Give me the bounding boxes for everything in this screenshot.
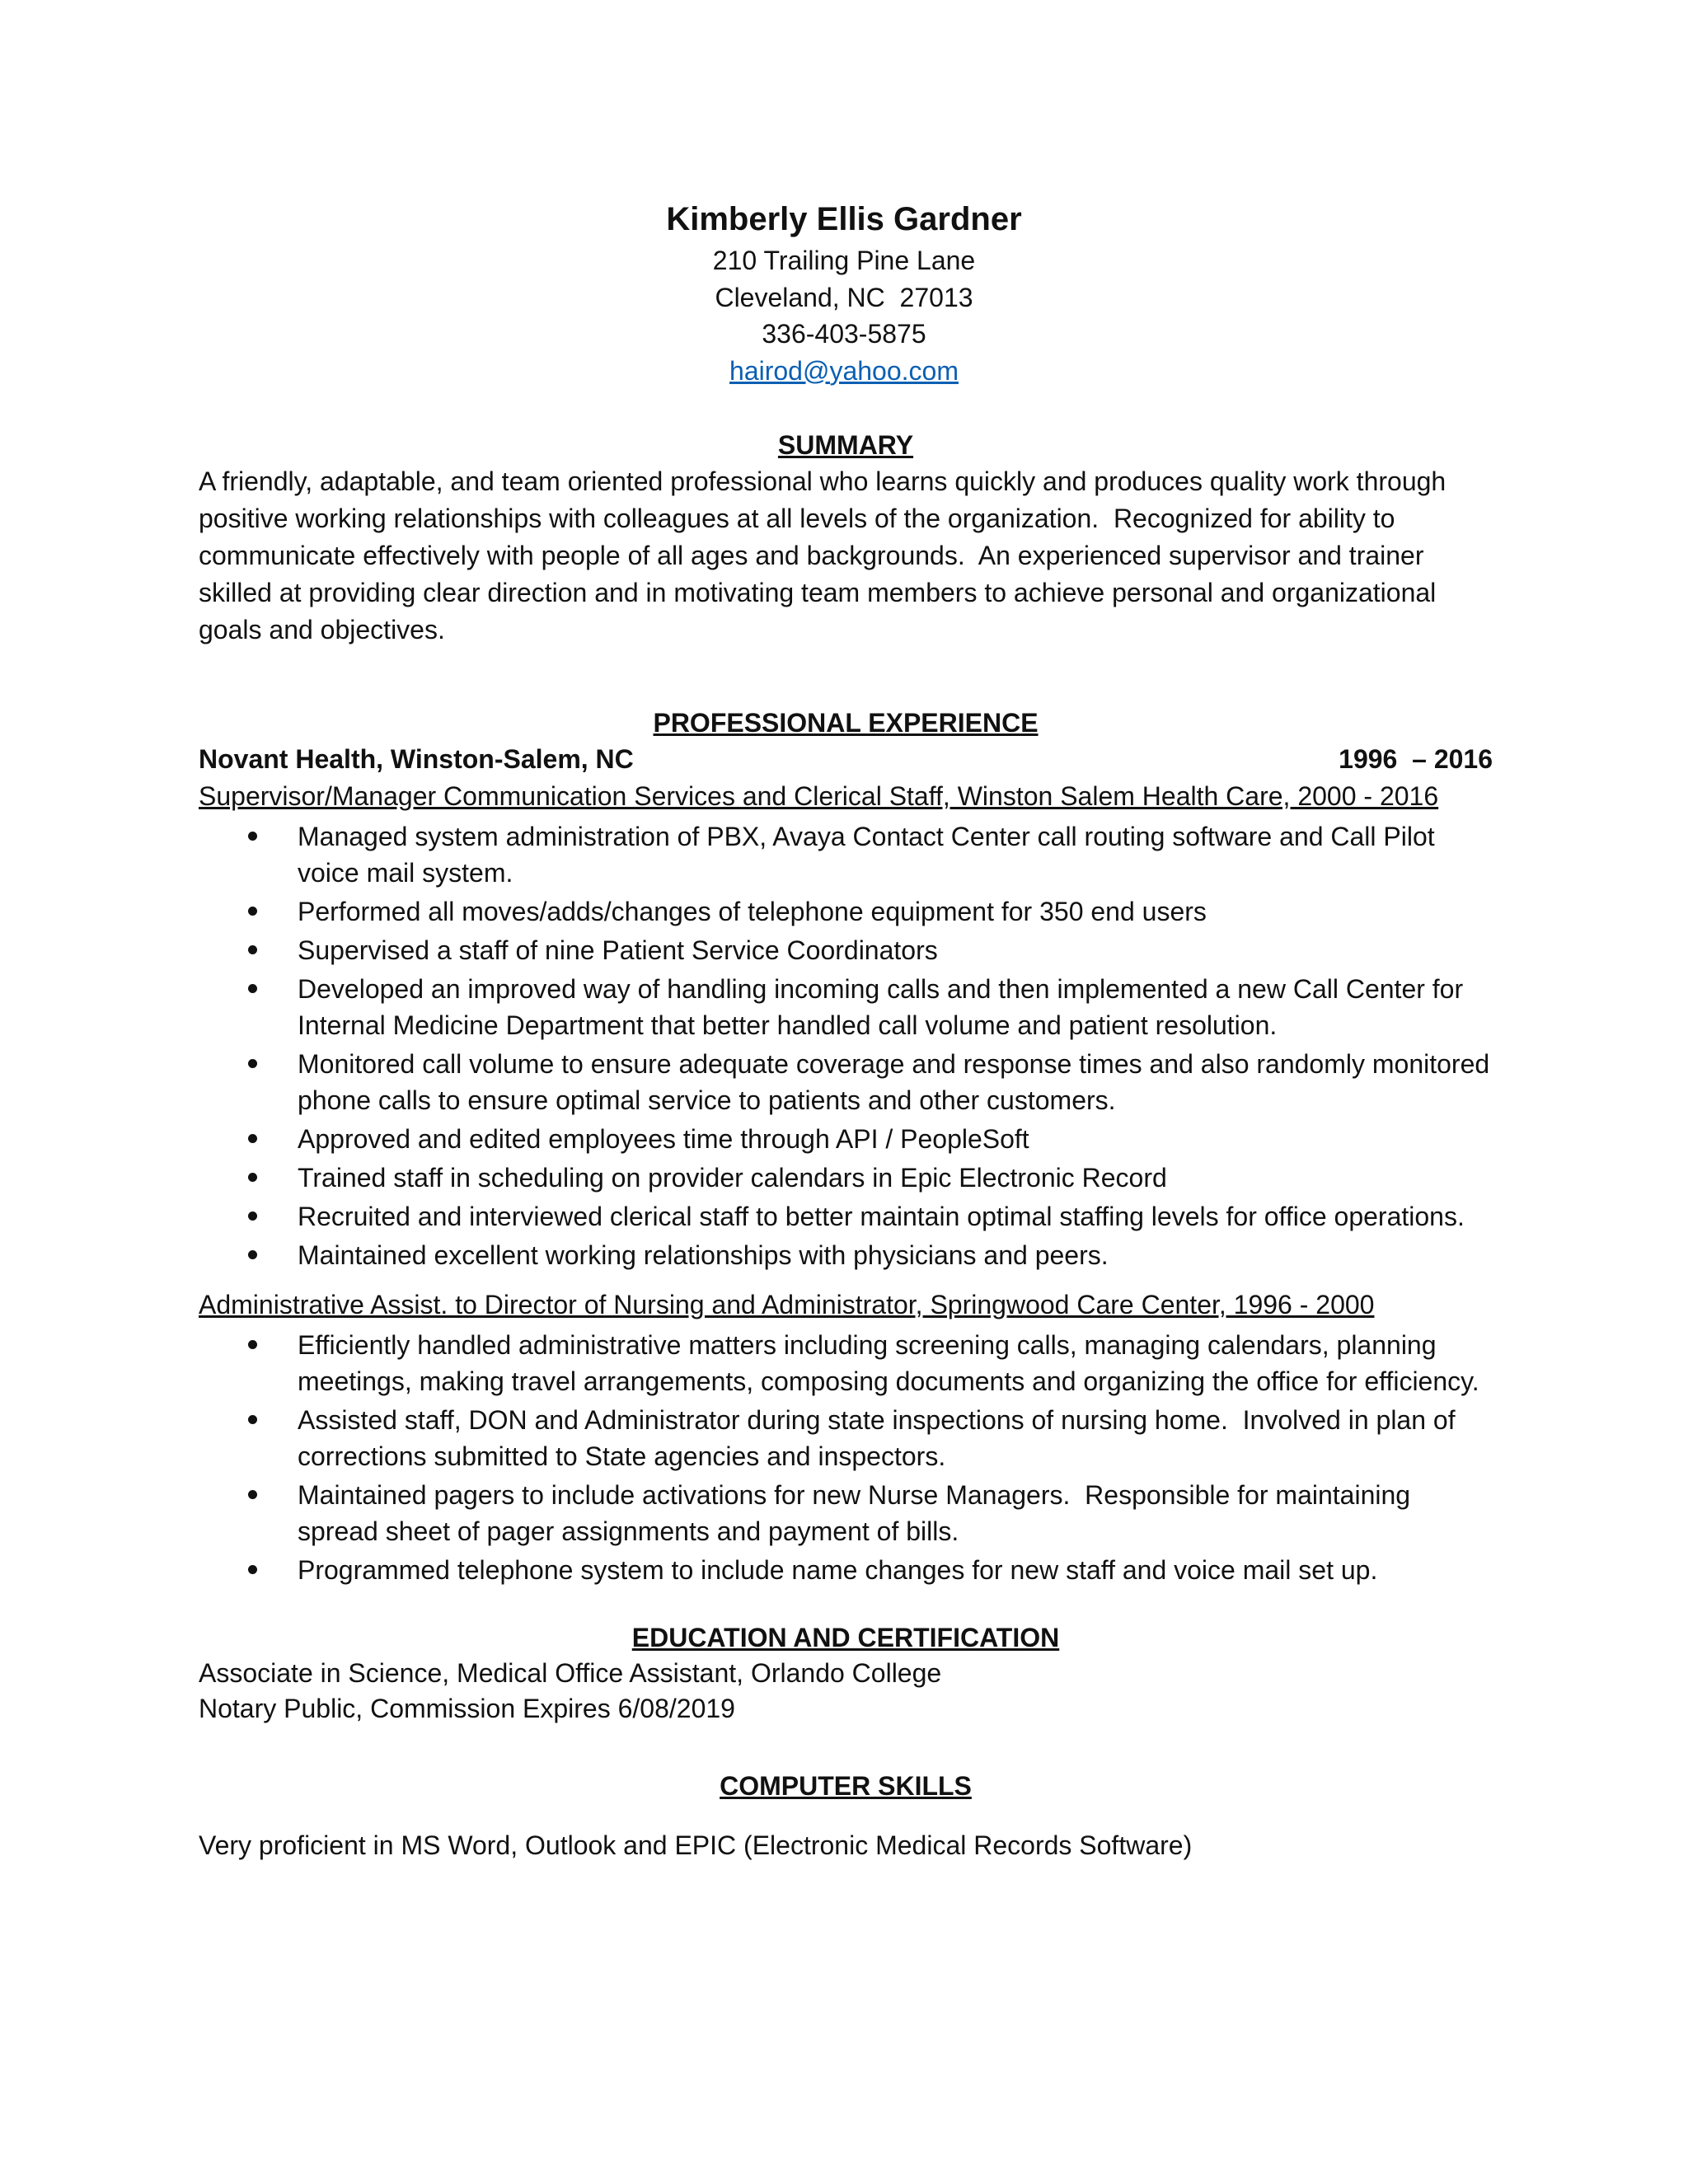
skills-heading: COMPUTER SKILLS bbox=[720, 1771, 972, 1801]
bullet-item: Assisted staff, DON and Administrator during state inspections of nursing home. Involved in plan of corrections submitted to State agencies and inspectors. bbox=[199, 1402, 1493, 1474]
education-line: Notary Public, Commission Expires 6/08/2019 bbox=[199, 1694, 735, 1723]
employer-row bbox=[199, 741, 1493, 778]
bullet-icon bbox=[248, 1059, 257, 1068]
bullet-item: Maintained excellent working relationships with physicians and peers. bbox=[199, 1237, 1493, 1273]
bullet-icon bbox=[248, 832, 257, 841]
bullet-icon bbox=[248, 1250, 257, 1259]
employer-name: Novant Health, Winston-Salem, NC bbox=[199, 744, 634, 774]
skills-text: Very proficient in MS Word, Outlook and EPIC (Electronic Medical Records Software) bbox=[199, 1830, 1193, 1860]
bullet-icon bbox=[248, 1173, 257, 1182]
summary-heading: SUMMARY bbox=[777, 430, 914, 460]
education-section bbox=[199, 1619, 1493, 1727]
resume-header bbox=[0, 196, 1688, 389]
role-title: Supervisor/Manager Communication Services and Clerical Staff, Winston Salem Health Care, 2000 - 2016 bbox=[199, 781, 1439, 811]
role-bullet-list bbox=[199, 818, 1493, 1273]
bullet-item: Approved and edited employees time through API / PeopleSoft bbox=[199, 1121, 1493, 1157]
candidate-name: Kimberly Ellis Gardner bbox=[666, 201, 1022, 237]
address-line-2: Cleveland, NC 27013 bbox=[715, 282, 973, 312]
experience-section bbox=[199, 705, 1493, 1588]
resume-body bbox=[199, 427, 1493, 1864]
bullet-item: Supervised a staff of nine Patient Service Coordinators bbox=[199, 932, 1493, 968]
phone-number: 336-403-5875 bbox=[762, 319, 926, 349]
skills-section bbox=[199, 1768, 1493, 1864]
bullet-icon bbox=[248, 984, 257, 993]
summary-text: A friendly, adaptable, and team oriented professional who learns quickly and produces quality work through positive working relationships with colleagues at all levels of the organization. Recognized for ability to communicate effectively with people of all ages and backgrounds. An experienced supervisor and trainer skilled at providing clear direction and in motivating team members to achieve personal and organizational goals and objectives. bbox=[199, 466, 1454, 644]
bullet-icon bbox=[248, 1565, 257, 1574]
email-link[interactable]: hairod@yahoo.com bbox=[729, 355, 959, 386]
bullet-item: Efficiently handled administrative matters including screening calls, managing calendars, planning meetings, making travel arrangements, composing documents and organizing the office for efficiency. bbox=[199, 1327, 1493, 1399]
bullet-icon bbox=[248, 1490, 257, 1499]
bullet-item: Performed all moves/adds/changes of telephone equipment for 350 end users bbox=[199, 893, 1493, 930]
experience-heading: PROFESSIONAL EXPERIENCE bbox=[653, 708, 1039, 738]
bullet-icon bbox=[248, 945, 257, 954]
bullet-icon bbox=[248, 907, 257, 916]
role-bullet-list bbox=[199, 1327, 1493, 1588]
bullet-item: Developed an improved way of handling incoming calls and then implemented a new Call Center for Internal Medicine Department that better handled call volume and patient resolution. bbox=[199, 971, 1493, 1043]
education-line: Associate in Science, Medical Office Assistant, Orlando College bbox=[199, 1658, 942, 1688]
bullet-item: Programmed telephone system to include name changes for new staff and voice mail set up. bbox=[199, 1552, 1493, 1588]
bullet-item: Maintained pagers to include activations for new Nurse Managers. Responsible for maintaining spread sheet of pager assignments and payment of bills. bbox=[199, 1477, 1493, 1549]
address-line-1: 210 Trailing Pine Lane bbox=[712, 246, 976, 275]
employer-dates: 1996 – 2016 bbox=[1339, 744, 1493, 774]
education-heading: EDUCATION AND CERTIFICATION bbox=[631, 1623, 1060, 1652]
bullet-item: Recruited and interviewed clerical staff to better maintain optimal staffing levels for office operations. bbox=[199, 1198, 1493, 1235]
bullet-icon bbox=[248, 1212, 257, 1221]
bullet-icon bbox=[248, 1134, 257, 1143]
bullet-item: Monitored call volume to ensure adequate coverage and response times and also randomly monitored phone calls to ensure optimal service to patients and other customers. bbox=[199, 1046, 1493, 1118]
bullet-item: Managed system administration of PBX, Avaya Contact Center call routing software and Call Pilot voice mail system. bbox=[199, 818, 1493, 891]
bullet-icon bbox=[248, 1340, 257, 1349]
bullet-icon bbox=[248, 1415, 257, 1424]
bullet-item: Trained staff in scheduling on provider calendars in Epic Electronic Record bbox=[199, 1160, 1493, 1196]
summary-section bbox=[199, 427, 1493, 649]
role-title: Administrative Assist. to Director of Nursing and Administrator, Springwood Care Center, 1996 - 2000 bbox=[199, 1290, 1375, 1319]
